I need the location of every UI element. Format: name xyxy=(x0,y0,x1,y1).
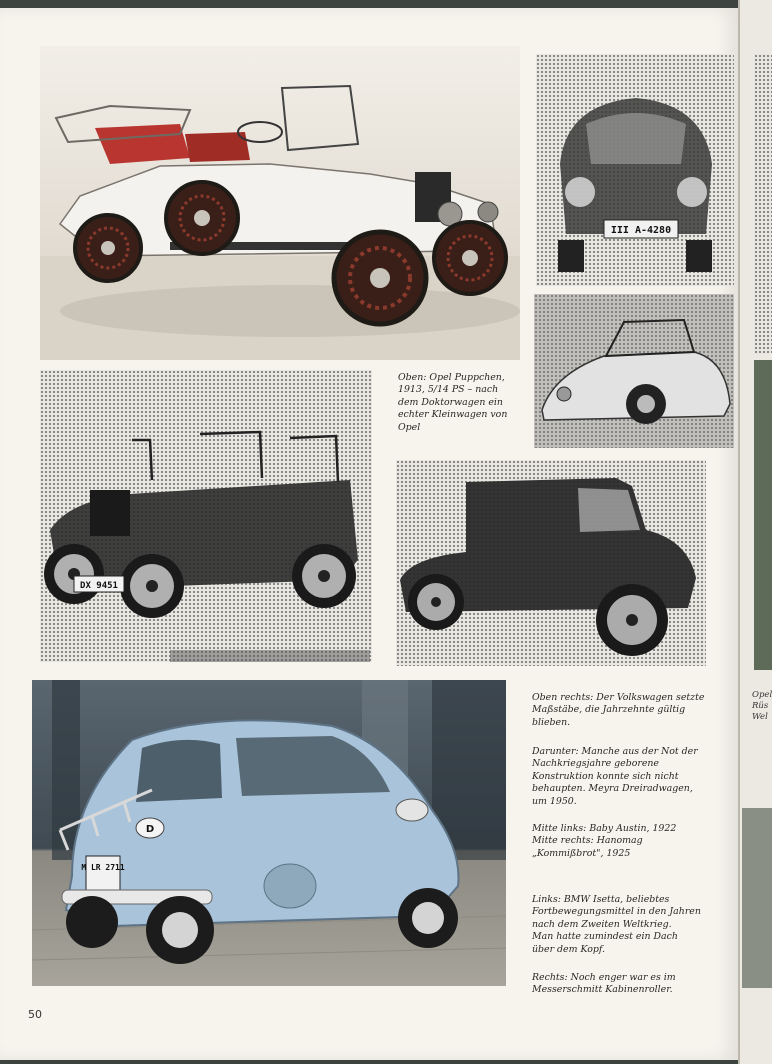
middle-captions: Mitte links: Baby Austin, 1922 Mitte rechts: Hanomag „Kommißbrot", 1925 xyxy=(532,823,677,859)
isetta-wheel-front xyxy=(398,888,458,948)
page-number: 50 xyxy=(28,1008,42,1021)
opel-wheel-front-left xyxy=(334,232,426,324)
facing-page-edge xyxy=(738,0,772,1064)
hanomag-wheel-front xyxy=(596,584,668,656)
meyra-caption: Darunter: Manche aus der Not der Nachkriegsjahre geborene Konstruktion konnte sich nicht behaupten. Meyra Dreiradwagen, um 1950. xyxy=(532,746,698,807)
opel-caption: Oben: Opel Puppchen, 1913, 5/14 PS – nach dem Doktorwagen ein echter Kleinwagen von Opel xyxy=(398,372,508,433)
book-page xyxy=(0,8,738,1060)
facing-page-caption-fragment: Opel Rüs Wel xyxy=(752,690,772,722)
vw-license-plate: III A-4280 xyxy=(610,225,672,236)
opel-puppchen-color-photo xyxy=(40,46,520,360)
opel-wheel-rear xyxy=(75,215,141,281)
opel-wheel-middle xyxy=(166,182,238,254)
hanomag-kommissbrot-photo xyxy=(396,460,706,666)
volkswagen-caption: Oben rechts: Der Volkswagen setzte Maßstäbe, die Jahrzehnte gültig blieben. xyxy=(532,692,705,728)
volkswagen-beetle-photo xyxy=(536,54,734,286)
isetta-wheel-rear xyxy=(146,896,214,964)
austin-wheel-rear xyxy=(292,544,356,608)
bmw-isetta-color-photo xyxy=(32,680,506,986)
messerschmitt-caption: Rechts: Noch enger war es im Messerschmitt Kabinenroller. xyxy=(532,972,676,996)
austin-license-plate: DX 9451 xyxy=(80,581,118,591)
opel-wheel-front-right xyxy=(434,222,506,294)
facing-page-photo-top xyxy=(754,54,772,354)
isetta-country-badge: D xyxy=(145,824,155,835)
austin-wheel-middle xyxy=(120,554,184,618)
facing-page-photo-bottom xyxy=(742,808,772,988)
facing-page-photo-middle xyxy=(754,360,772,670)
austin-wheel-front xyxy=(44,544,104,604)
meyra-three-wheeler-photo xyxy=(534,294,734,448)
hanomag-wheel-rear xyxy=(408,574,464,630)
isetta-caption: Links: BMW Isetta, beliebtes Fortbewegungsmittel in den Jahren nach dem Zweiten Weltkrieg. Man hatte zumindest ein Dach über dem Kopf. xyxy=(532,894,701,955)
isetta-license-plate: M LR 2711 xyxy=(81,863,125,872)
baby-austin-photo xyxy=(40,370,372,662)
